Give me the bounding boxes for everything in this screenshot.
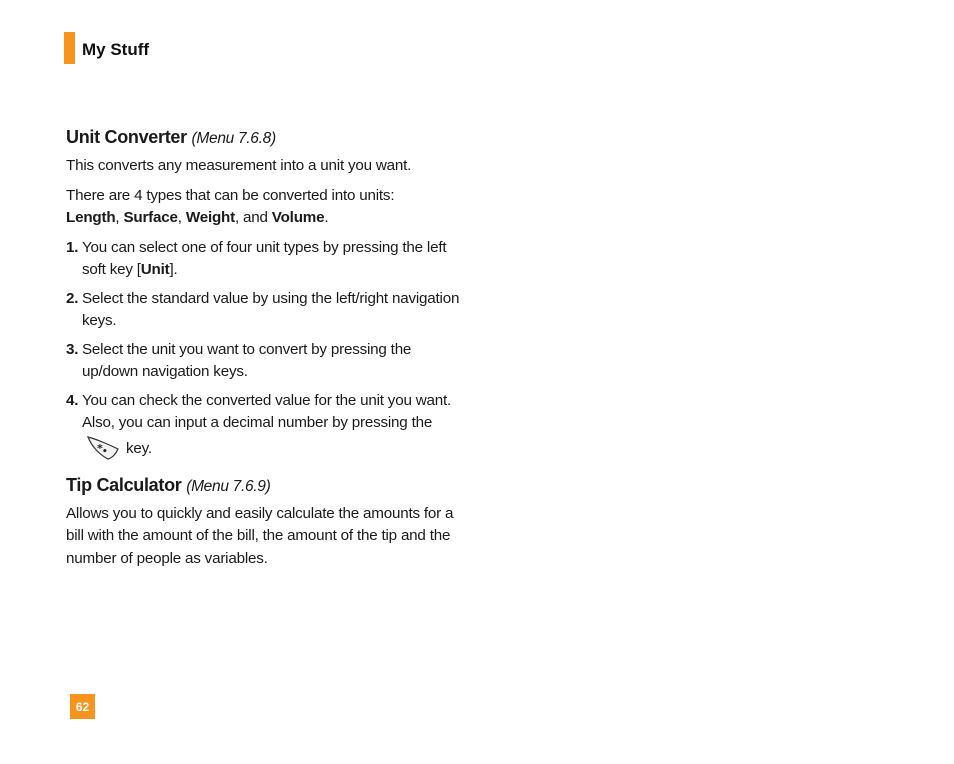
tip-calculator-title: Tip Calculator [66,474,182,495]
unit-types-lead: There are 4 types that can be converted into units: [66,186,395,204]
tip-calculator-heading [66,472,466,500]
page-content [66,124,466,577]
list-item [66,288,466,333]
unit-converter-intro: This converts any measurement into a unit you want. [66,157,412,174]
header-accent-bar [64,32,75,64]
step-text: Select the standard value by using the left/right navigation keys. [82,289,460,329]
separator: , [177,209,186,226]
unit-converter-title: Unit Converter [66,127,187,147]
step-number: 3. [66,340,79,358]
section-header-title: My Stuff [82,40,150,59]
separator: . [324,209,329,226]
step-number: 4. [66,391,79,409]
list-item [66,339,466,384]
star-key-icon [86,435,120,461]
unit-types-paragraph [66,185,466,230]
unit-converter-heading [66,124,466,152]
step-number: 2. [66,289,79,307]
svg-text:•: • [102,446,108,457]
step-text: Select the unit you want to convert by pressing the up/down navigation keys. [82,340,412,380]
step-text-end: ]. [169,261,178,278]
list-item [66,390,466,461]
unit-type-volume: Volume [271,209,325,226]
unit-type-length: Length [66,209,116,226]
step-text: You can check the converted value for the unit you want. Also, you can input a decimal number by pressing the [82,391,452,431]
svg-text:*: * [97,441,103,455]
unit-soft-key-label: Unit [140,261,170,278]
step-text-end: key. [122,439,152,457]
unit-converter-menu-ref: (Menu 7.6.8) [191,130,276,147]
unit-type-surface: Surface [123,209,178,226]
separator: , and [234,209,272,226]
step-number: 1. [66,238,79,256]
unit-converter-steps [66,237,466,461]
tip-calculator-menu-ref: (Menu 7.6.9) [186,477,271,495]
unit-type-weight: Weight [185,209,235,226]
step-text: You can select one of four unit types by pressing the left soft key [ [82,238,447,278]
tip-calculator-text: Allows you to quickly and easily calculate the amounts for a bill with the amount of the bill, the amount of the tip and the number of people as variables. [66,504,454,567]
separator: , [115,209,124,226]
list-item [66,237,466,282]
page-number-badge: 62 [70,694,95,719]
